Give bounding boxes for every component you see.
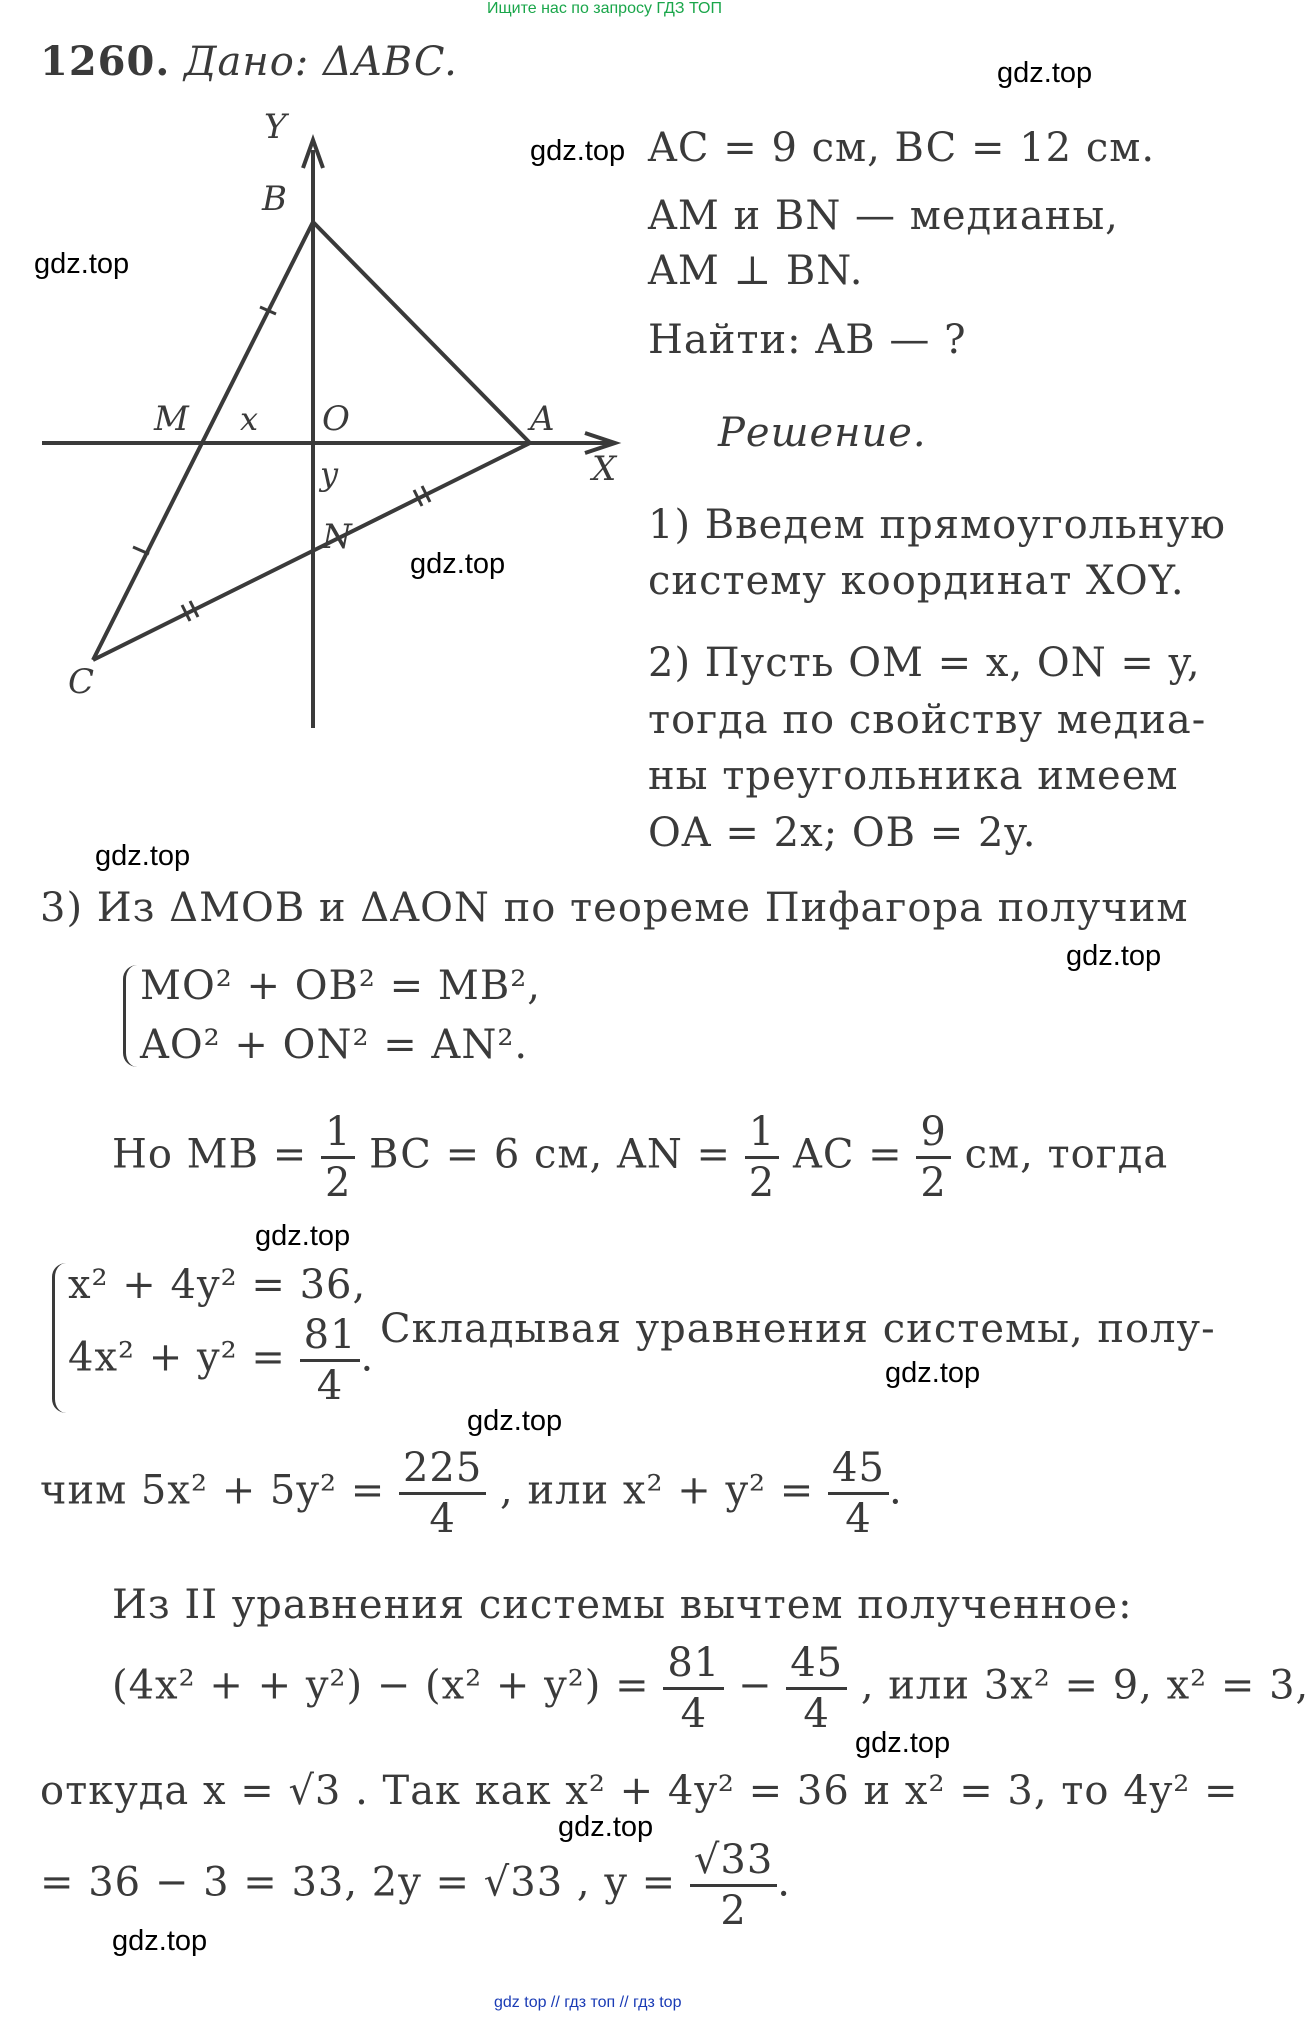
watermark-8: gdz.top <box>885 1357 981 1389</box>
label-a: A <box>530 399 555 439</box>
f225-num: 225 <box>399 1448 486 1495</box>
label-c: C <box>68 662 95 702</box>
f45-den: 4 <box>845 1496 872 1542</box>
given-label: Дано: ΔABC. <box>183 39 458 85</box>
sub-minus: − <box>737 1662 773 1709</box>
half-den: 2 <box>324 1160 352 1206</box>
problem-number: 1260. <box>40 38 171 85</box>
f81-num: 81 <box>300 1315 361 1362</box>
chim-prefix: чим 5x² + 5y² = <box>40 1467 386 1514</box>
given-1: AC = 9 см, BC = 12 см. <box>648 125 1156 171</box>
watermark-4: gdz.top <box>410 548 506 580</box>
step2-d: OA = 2x; OB = 2y. <box>648 810 1037 856</box>
watermark-3: gdz.top <box>34 248 130 280</box>
half-num: 1 <box>321 1112 355 1159</box>
label-o: O <box>322 399 350 439</box>
but-prefix: Но MB = <box>112 1131 308 1178</box>
sys2b-suffix: . <box>360 1334 375 1381</box>
label-x-segment: x <box>240 400 259 438</box>
f81-den: 4 <box>316 1363 344 1409</box>
step2-b: тогда по свойству медиа- <box>648 697 1207 743</box>
system1-eq2: AO² + ON² = AN². <box>140 1022 529 1068</box>
adding-text: Складывая уравнения системы, полу- <box>380 1306 1216 1352</box>
sum-line <box>40 1445 903 1542</box>
given-2: AM и BN — медианы, <box>648 193 1119 239</box>
but-suffix: см, тогда <box>964 1131 1169 1178</box>
d45-num: 45 <box>786 1643 847 1690</box>
label-n: N <box>322 517 352 557</box>
triangle-figure <box>30 100 670 740</box>
medians-line <box>112 1109 1169 1206</box>
footer: gdz top // гдз топ // гдз top <box>494 1994 682 2011</box>
d81-num: 81 <box>663 1643 724 1690</box>
difference-line <box>112 1640 1309 1737</box>
step1-a: 1) Введем прямоугольную <box>648 502 1226 548</box>
sub-prefix: (4x² + + y²) − (x² + y²) = <box>112 1662 650 1709</box>
watermark-6: gdz.top <box>1066 940 1162 972</box>
watermark-2: gdz.top <box>530 135 626 167</box>
last-suffix: . <box>777 1859 791 1906</box>
label-x-axis: X <box>592 449 617 489</box>
system2-eq1: x² + 4y² = 36, <box>68 1262 367 1308</box>
label-b: B <box>262 179 287 219</box>
half2-den: 2 <box>748 1160 776 1206</box>
nine-den: 2 <box>920 1160 947 1206</box>
but-mid1: BC = 6 см, AN = <box>369 1131 732 1178</box>
solution-heading: Решение. <box>718 410 927 456</box>
given-3: AM ⊥ BN. <box>648 248 864 294</box>
f45-num: 45 <box>828 1448 889 1495</box>
step3: 3) Из ΔMOB и ΔAON по теореме Пифагора получим <box>40 885 1189 931</box>
watermark-7: gdz.top <box>255 1220 351 1252</box>
subtract-text: Из II уравнения системы вычтем полученное: <box>112 1582 1133 1628</box>
step1-b: систему координат XOY. <box>648 558 1185 604</box>
step2-c: ны треугольника имеем <box>648 753 1179 799</box>
f225-den: 4 <box>429 1496 456 1542</box>
find: Найти: AB — ? <box>648 317 967 363</box>
watermark-11: gdz.top <box>558 1811 654 1843</box>
final-line <box>40 1837 791 1934</box>
last-prefix: = 36 − 3 = 33, 2y = √33 , y = <box>40 1859 677 1906</box>
d45-den: 4 <box>803 1691 830 1737</box>
watermark-9: gdz.top <box>467 1405 563 1437</box>
watermark-1: gdz.top <box>997 57 1093 89</box>
label-y-axis: Y <box>264 107 287 147</box>
half2-num: 1 <box>745 1112 779 1159</box>
sub-suffix: , или 3x² = 9, x² = 3, <box>860 1662 1309 1709</box>
label-y-segment: y <box>320 455 339 493</box>
system1-eq1: MO² + OB² = MB², <box>140 963 541 1009</box>
sys2b-prefix: 4x² + y² = <box>68 1334 286 1381</box>
nine-num: 9 <box>916 1112 950 1159</box>
chim-suffix: . <box>888 1467 903 1514</box>
sq33-num: √33 <box>690 1840 777 1887</box>
sq33-den: 2 <box>720 1888 747 1934</box>
d81-den: 4 <box>680 1691 708 1737</box>
watermark-10: gdz.top <box>855 1727 951 1759</box>
otkuda-line: откуда x = √3 . Так как x² + 4y² = 36 и x² = 3, то 4y² = <box>40 1768 1239 1814</box>
problem-header <box>40 38 458 85</box>
watermark-12: gdz.top <box>112 1925 208 1957</box>
system2-eq2 <box>68 1312 375 1409</box>
label-m: M <box>154 399 189 439</box>
watermark-5: gdz.top <box>95 840 191 872</box>
search-banner: Ищите нас по запросу ГДЗ ТОП <box>487 0 722 17</box>
step2-a: 2) Пусть OM = x, ON = y, <box>648 640 1201 686</box>
chim-mid: , или x² + y² = <box>500 1467 815 1514</box>
but-mid2: AC = <box>792 1131 903 1178</box>
